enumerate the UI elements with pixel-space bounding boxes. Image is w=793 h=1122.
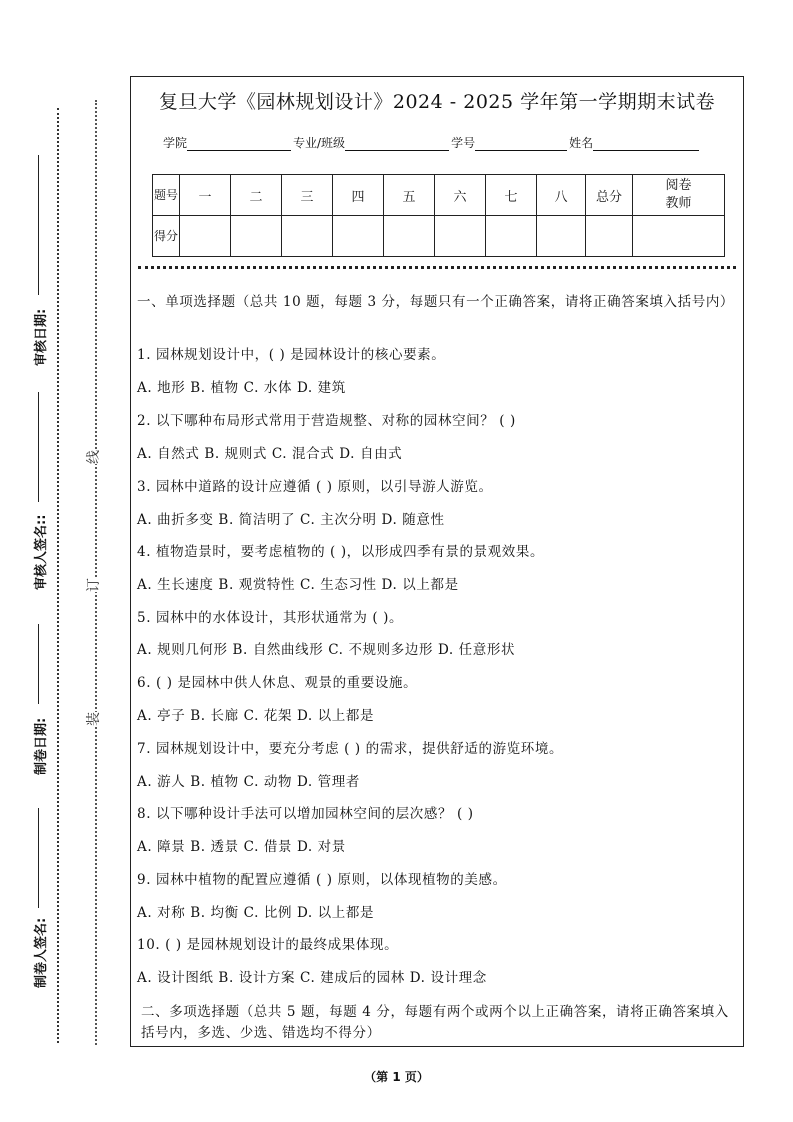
section2-heading: 二、多项选择题（总共 5 题，每题 4 分，每题有两个或两个以上正确答案，请将正确答案填入括号内，多选、少选、错选均不得分） (141, 1004, 729, 1041)
exam-frame (130, 76, 744, 1047)
binding-mark-ding: 订 (83, 578, 103, 592)
question-4-options: A. 生长速度 B. 观赏特性 C. 生态习性 D. 以上都是 (137, 577, 459, 593)
maker-signature-label: 制卷人签名: (34, 917, 49, 988)
question-3: 3. 园林中道路的设计应遵循 ( ) 原则，以引导游人游览。 (137, 479, 493, 495)
score-table-score-row (153, 216, 725, 257)
question-9: 9. 园林中植物的配置应遵循 ( ) 原则，以体现植物的美感。 (137, 872, 507, 888)
score-row-label: 得分 (153, 216, 180, 257)
question-9-options: A. 对称 B. 均衡 C. 比例 D. 以上都是 (137, 905, 375, 921)
page-number: （第 1 页） (364, 1070, 429, 1084)
score-cell[interactable] (633, 216, 725, 257)
score-cell[interactable] (180, 216, 231, 257)
score-cell[interactable] (486, 216, 537, 257)
student-id-field[interactable] (475, 138, 567, 151)
score-header-cell: 一 (180, 175, 231, 216)
binding-mark-zhuang: 装 (83, 712, 103, 726)
score-cell[interactable] (586, 216, 633, 257)
question-3-options: A. 曲折多变 B. 简洁明了 C. 主次分明 D. 随意性 (137, 512, 445, 528)
maker-date-line (38, 624, 39, 704)
score-cell[interactable] (282, 216, 333, 257)
binding-mark-line: 线 (83, 450, 103, 464)
score-cell[interactable] (537, 216, 586, 257)
question-5: 5. 园林中的水体设计，其形状通常为 ( )。 (137, 610, 404, 626)
student-info-row (163, 134, 701, 151)
score-header-cell: 五 (384, 175, 435, 216)
question-2-options: A. 自然式 B. 规则式 C. 混合式 D. 自由式 (137, 446, 403, 462)
score-header-cell: 总分 (586, 175, 633, 216)
maker-date-label: 制卷日期: (34, 717, 49, 775)
reviewer-signature-line (38, 392, 39, 502)
score-header-cell: 二 (231, 175, 282, 216)
score-header-cell: 四 (333, 175, 384, 216)
score-header-cell: 八 (537, 175, 586, 216)
question-4: 4. 植物造景时，要考虑植物的 ( )，以形成四季有景的景观效果。 (137, 544, 545, 560)
question-1-options: A. 地形 B. 植物 C. 水体 D. 建筑 (137, 380, 346, 396)
score-header-cell: 七 (486, 175, 537, 216)
question-5-options: A. 规则几何形 B. 自然曲线形 C. 不规则多边形 D. 任意形状 (137, 642, 516, 658)
name-label: 姓名 (569, 136, 594, 150)
major-field[interactable] (345, 138, 449, 151)
question-6-options: A. 亭子 B. 长廊 C. 花架 D. 以上都是 (137, 708, 375, 724)
question-10-options: A. 设计图纸 B. 设计方案 C. 建成后的园林 D. 设计理念 (137, 970, 487, 986)
student-id-label: 学号 (451, 136, 476, 150)
score-cell[interactable] (435, 216, 486, 257)
binding-dotted-line-outer (57, 108, 59, 1043)
score-header-cell: 阅卷教师 (633, 175, 725, 216)
question-6: 6. ( ) 是园林中供人休息、观景的重要设施。 (137, 675, 418, 691)
reviewer-date-line (38, 155, 39, 295)
college-label: 学院 (163, 136, 188, 150)
question-1: 1. 园林规划设计中，( ) 是园林设计的核心要素。 (137, 347, 446, 363)
exam-title: 复旦大学《园林规划设计》2024 - 2025 学年第一学期期末试卷 (158, 91, 716, 113)
college-field[interactable] (187, 138, 291, 151)
score-cell[interactable] (333, 216, 384, 257)
major-label: 专业/班级 (293, 136, 346, 150)
question-7: 7. 园林规划设计中，要充分考虑 ( ) 的需求，提供舒适的游览环境。 (137, 741, 564, 757)
question-7-options: A. 游人 B. 植物 C. 动物 D. 管理者 (137, 774, 360, 790)
score-header-cell: 三 (282, 175, 333, 216)
question-8-options: A. 障景 B. 透景 C. 借景 D. 对景 (137, 839, 346, 855)
name-field[interactable] (593, 138, 699, 151)
question-2: 2. 以下哪种布局形式常用于营造规整、对称的园林空间？ ( ) (137, 413, 516, 429)
score-header-cell: 题号 (153, 175, 180, 216)
reviewer-date-label: 审核日期: (34, 308, 49, 366)
score-table (152, 174, 725, 257)
section-divider (138, 266, 736, 269)
score-header-cell: 六 (435, 175, 486, 216)
question-8: 8. 以下哪种设计手法可以增加园林空间的层次感？ ( ) (137, 806, 474, 822)
maker-signature-line (38, 808, 39, 908)
question-10: 10. ( ) 是园林规划设计的最终成果体现。 (137, 937, 399, 953)
score-cell[interactable] (384, 216, 435, 257)
binding-dotted-line-inner (95, 100, 97, 1045)
reviewer-signature-label: 审核人签名:: (34, 514, 49, 590)
score-table-header-row (153, 175, 725, 216)
section1-heading: 一、单项选择题（总共 10 题，每题 3 分，每题只有一个正确答案，请将正确答案填入括号内） (137, 294, 735, 310)
score-cell[interactable] (231, 216, 282, 257)
